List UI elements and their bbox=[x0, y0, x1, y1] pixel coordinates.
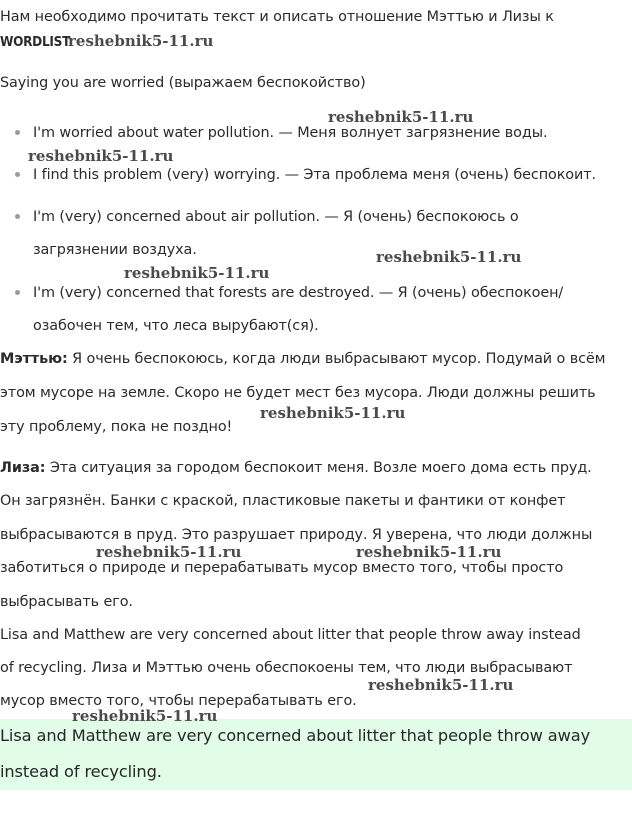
matthew-name: Мэттью: bbox=[0, 351, 68, 367]
lisa-paragraph-line-1 bbox=[0, 458, 592, 478]
watermark: reshebnik5-11.ru bbox=[28, 147, 174, 165]
wordlist-label: WORDLIST bbox=[0, 34, 71, 50]
summary-line-2: of recycling. Лиза и Мэттью очень обеспокоены тем, что люди выбрасывают bbox=[0, 660, 573, 676]
lisa-text: Эта ситуация за городом беспокоит меня. Возле моего дома есть пруд. bbox=[45, 460, 592, 476]
matthew-paragraph-line-1 bbox=[0, 349, 605, 369]
bullet-item-2: I find this problem (very) worrying. — Эта проблема меня (очень) беспокоит. bbox=[33, 167, 597, 183]
intro-text: Нам необходимо прочитать текст и описать отношение Мэттью и Лизы к bbox=[0, 9, 554, 25]
watermark: reshebnik5-11.ru bbox=[356, 543, 502, 561]
lisa-paragraph-line-4: заботиться о природе и перерабатывать мусор вместо того, чтобы просто bbox=[0, 560, 564, 576]
matthew-text: Я очень беспокоюсь, когда люди выбрасывают мусор. Подумай о всём bbox=[67, 351, 606, 367]
bullet-dot bbox=[15, 130, 20, 135]
matthew-paragraph-line-2: этом мусоре на земле. Скоро не будет мест без мусора. Люди должны решить bbox=[0, 385, 596, 401]
watermark: reshebnik5-11.ru bbox=[328, 108, 474, 126]
watermark: reshebnik5-11.ru bbox=[260, 404, 406, 422]
bullet-item-4-line-1: I'm (very) concerned that forests are destroyed. — Я (очень) обеспокоен/ bbox=[33, 285, 564, 301]
lisa-paragraph-line-3: выбрасываются в пруд. Это разрушает природу. Я уверена, что люди должны bbox=[0, 527, 593, 543]
watermark: reshebnik5-11.ru bbox=[72, 707, 218, 725]
watermark: reshebnik5-11.ru bbox=[124, 264, 270, 282]
bullet-item-3-line-2: загрязнении воздуха. bbox=[33, 242, 197, 258]
bullet-dot bbox=[15, 290, 20, 295]
matthew-paragraph-line-3: эту проблему, пока не поздно! bbox=[0, 419, 233, 435]
lisa-paragraph-line-2: Он загрязнён. Банки с краской, пластиковые пакеты и фантики от конфет bbox=[0, 493, 566, 509]
bullet-item-4-line-2: озабочен тем, что леса вырубают(ся). bbox=[33, 318, 319, 334]
watermark: reshebnik5-11.ru bbox=[96, 543, 242, 561]
answer-line-1: Lisa and Matthew are very concerned about litter that people throw away bbox=[0, 726, 591, 745]
lisa-paragraph-line-5: выбрасывать его. bbox=[0, 594, 133, 610]
summary-line-3: мусор вместо того, чтобы перерабатывать его. bbox=[0, 693, 357, 709]
bullet-dot bbox=[15, 214, 20, 219]
lisa-name: Лиза: bbox=[0, 460, 46, 476]
watermark: reshebnik5-11.ru bbox=[68, 32, 214, 50]
watermark: reshebnik5-11.ru bbox=[368, 676, 514, 694]
bullet-item-3-line-1: I'm (very) concerned about air pollution. — Я (очень) беспокоюсь о bbox=[33, 209, 519, 225]
answer-line-2: instead of recycling. bbox=[0, 762, 162, 781]
bullet-dot bbox=[15, 172, 20, 177]
watermark: reshebnik5-11.ru bbox=[376, 248, 522, 266]
summary-line-1: Lisa and Matthew are very concerned about litter that people throw away instead bbox=[0, 627, 581, 643]
bullet-item-1: I'm worried about water pollution. — Меня волнует загрязнение воды. bbox=[33, 125, 548, 141]
section-title: Saying you are worried (выражаем беспокойство) bbox=[0, 75, 366, 91]
